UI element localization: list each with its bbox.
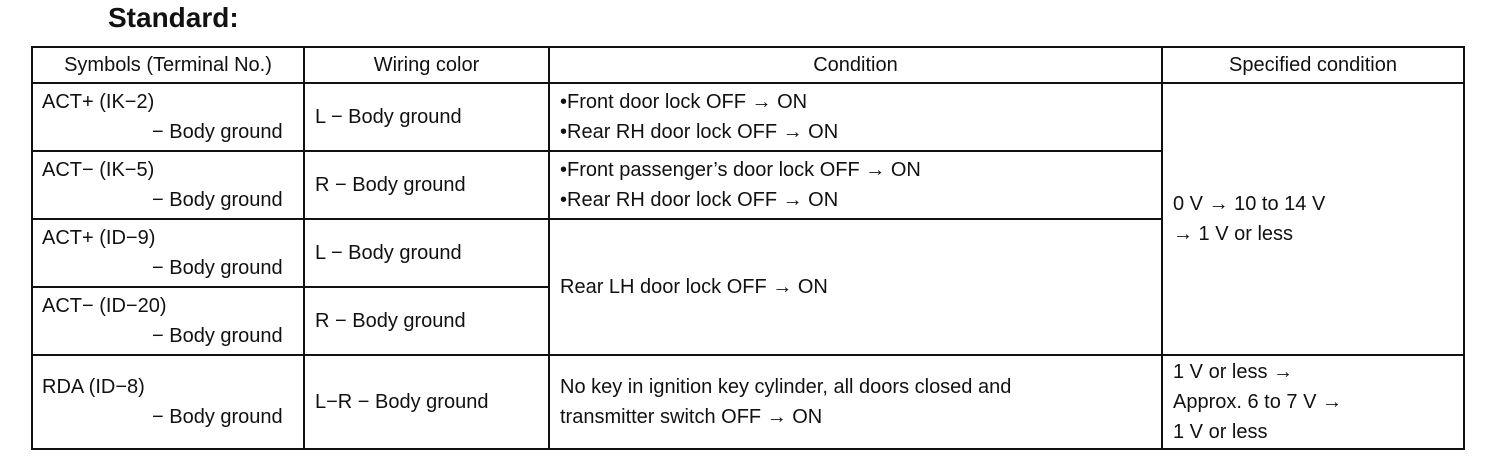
symbol-cell [32, 287, 304, 355]
symbol-terminal: ACT+ (ID−9) [42, 227, 156, 249]
table-header-row [32, 47, 1464, 83]
symbol-cell [32, 219, 304, 287]
symbol-cell [32, 355, 304, 449]
standard-spec-table [31, 46, 1465, 450]
symbol-ground: − Body ground [152, 257, 283, 279]
table-row [32, 83, 1464, 151]
condition-cell: Rear LH door lock OFF → ON [549, 219, 1162, 355]
symbol-ground: − Body ground [152, 189, 283, 211]
symbol-ground: − Body ground [152, 406, 283, 428]
symbol-terminal: ACT− (IK−5) [42, 159, 155, 181]
wiring-color-cell: L−R − Body ground [304, 355, 549, 449]
specified-condition-line: Approx. 6 to 7 V → [1173, 391, 1342, 413]
condition-item: No key in ignition key cylinder, all doors closed and [560, 376, 1012, 398]
wiring-color-cell: L − Body ground [304, 83, 549, 151]
wiring-color-cell: R − Body ground [304, 151, 549, 219]
symbol-terminal: ACT+ (IK−2) [42, 91, 155, 113]
condition-cell [549, 151, 1162, 219]
specified-condition-line: 1 V or less → [1173, 361, 1294, 383]
condition-cell [549, 355, 1162, 449]
table-row [32, 355, 1464, 449]
specified-condition-cell [1162, 83, 1464, 355]
specified-condition-line: 1 V or less [1173, 421, 1268, 443]
wiring-color-cell: R − Body ground [304, 287, 549, 355]
symbol-terminal: RDA (ID−8) [42, 376, 145, 398]
condition-item: transmitter switch OFF → ON [560, 406, 823, 428]
column-header-condition: Condition [549, 47, 1162, 83]
condition-item: • Rear RH door lock OFF → ON [560, 185, 1151, 215]
wiring-color-cell: L − Body ground [304, 219, 549, 287]
page-title: Standard: [108, 2, 239, 33]
symbol-ground: − Body ground [152, 121, 283, 143]
symbol-terminal: ACT− (ID−20) [42, 295, 167, 317]
specified-condition-cell [1162, 355, 1464, 449]
column-header-symbols: Symbols (Terminal No.) [32, 47, 304, 83]
column-header-specified-condition: Specified condition [1162, 47, 1464, 83]
column-header-wiring-color: Wiring color [304, 47, 549, 83]
symbol-ground: − Body ground [152, 325, 283, 347]
condition-item: • Front passenger’s door lock OFF → ON [560, 155, 1151, 185]
condition-item: • Rear RH door lock OFF → ON [560, 117, 1151, 147]
symbol-cell [32, 151, 304, 219]
specified-condition-line: 0 V → 10 to 14 V [1173, 193, 1326, 215]
specified-condition-line: → 1 V or less [1173, 223, 1294, 245]
condition-cell [549, 83, 1162, 151]
condition-item: • Front door lock OFF → ON [560, 87, 1151, 117]
symbol-cell [32, 83, 304, 151]
